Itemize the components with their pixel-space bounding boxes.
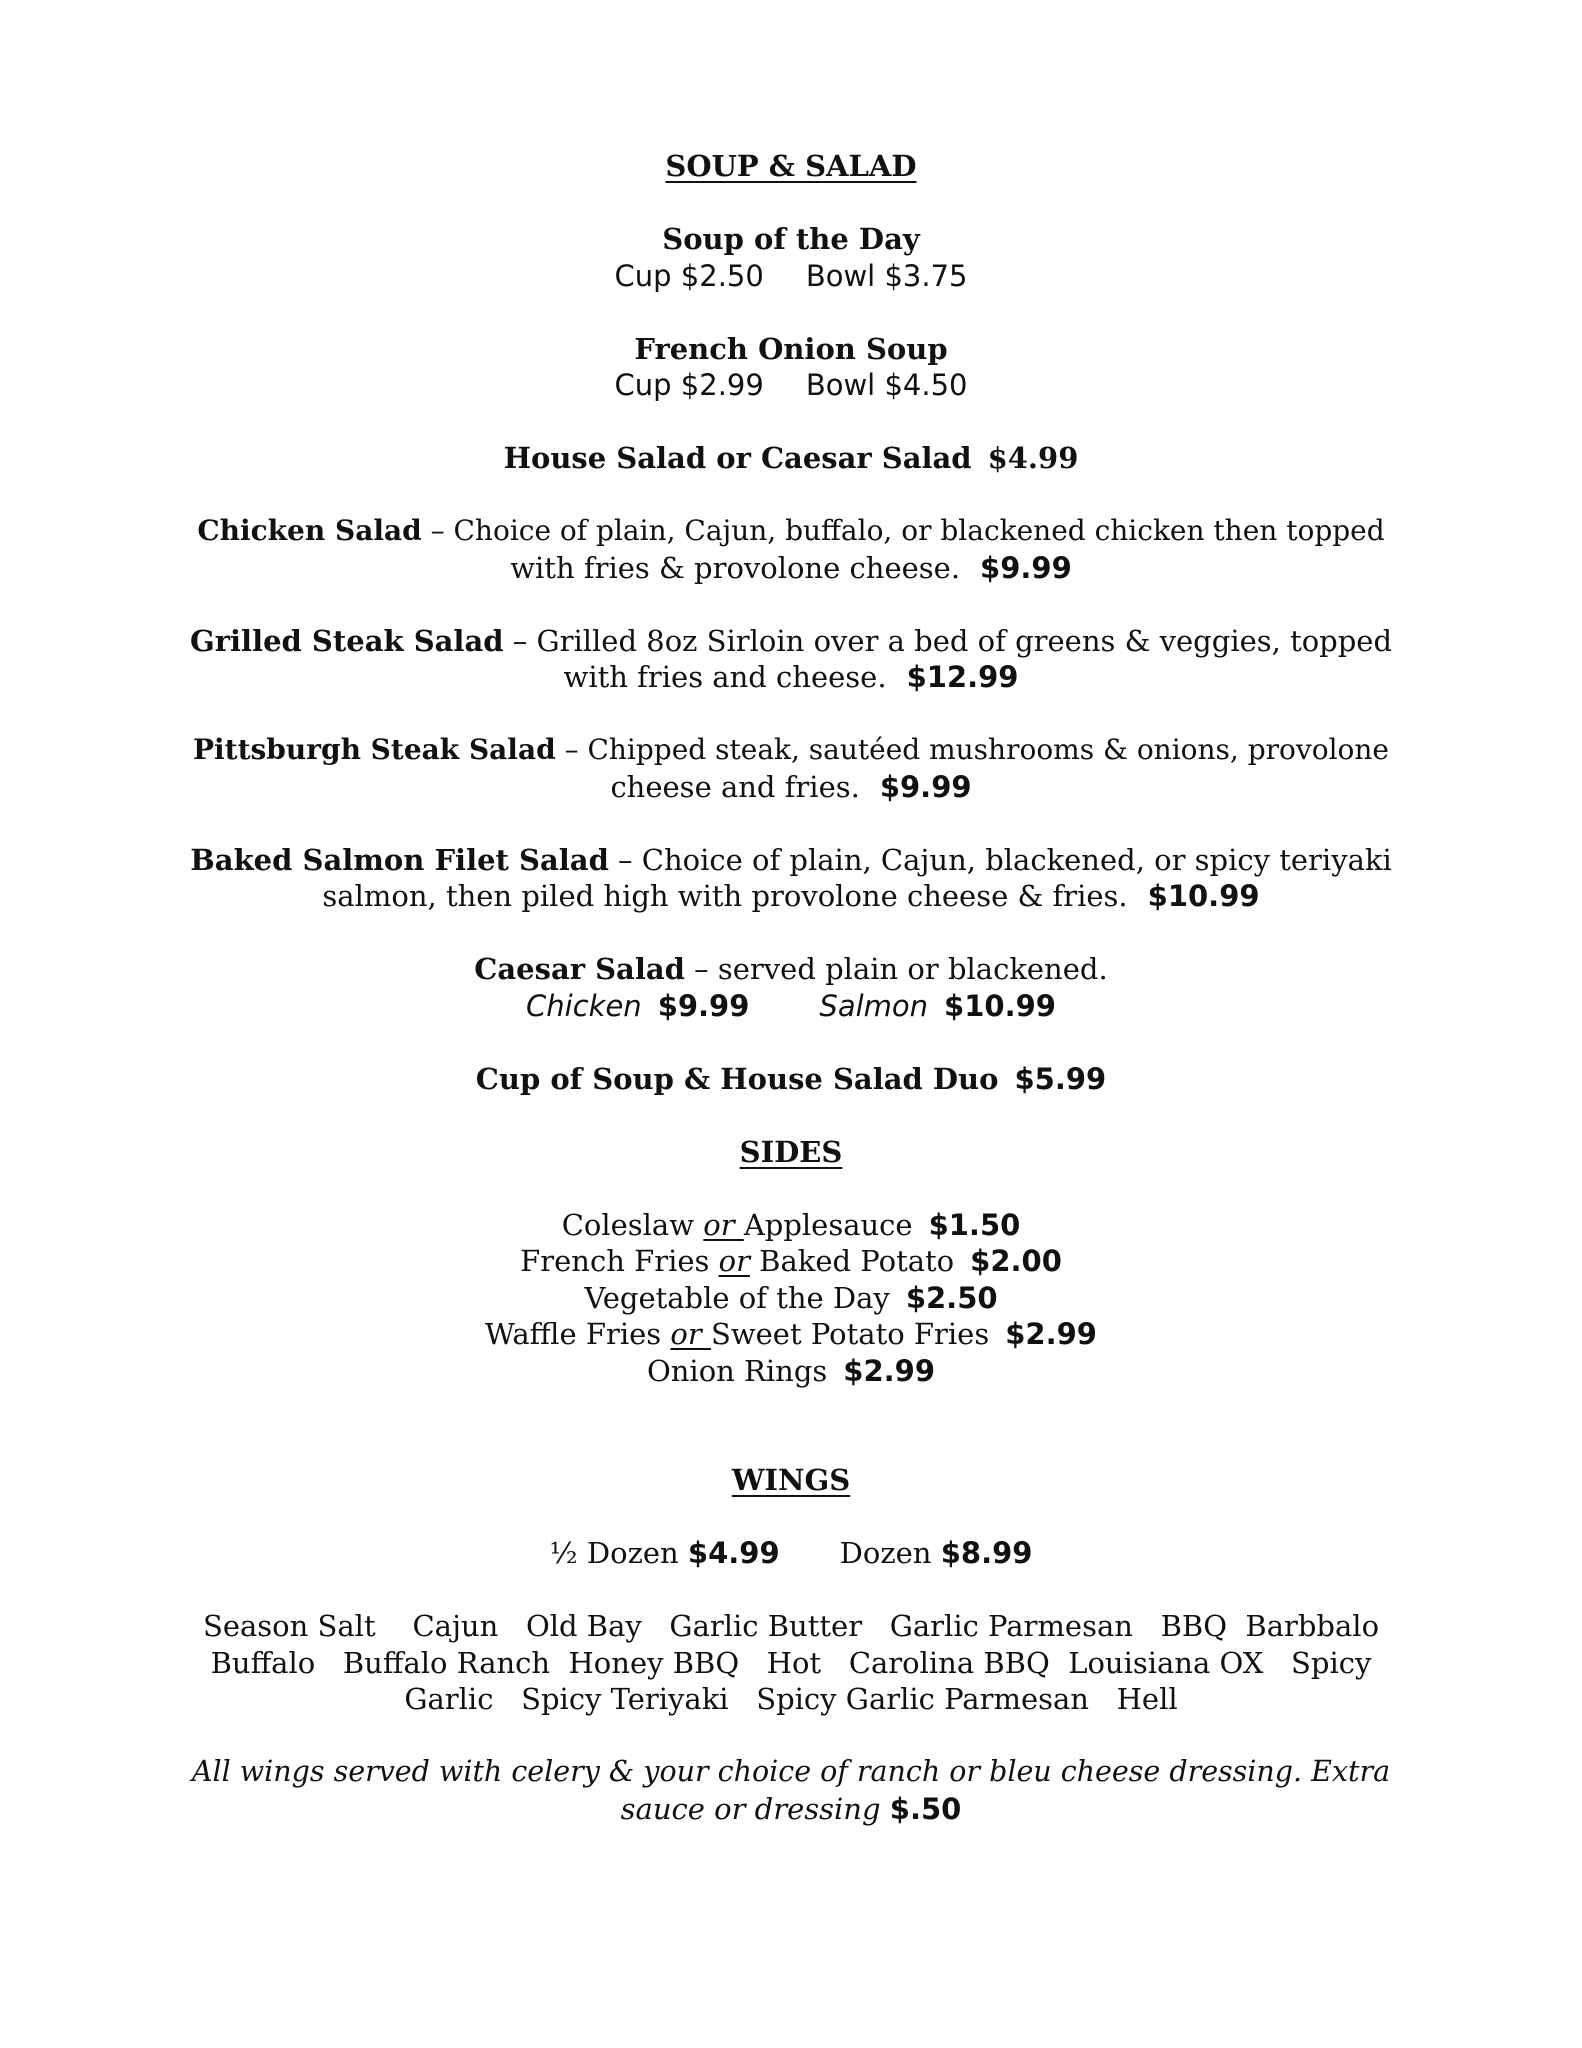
baked-salmon-salad-price: $10.99 [1147,879,1260,913]
or-text: or [670,1317,711,1351]
chicken-salad-price: $9.99 [980,550,1072,585]
pittsburgh-steak-salad-desc-2: cheese and fries. [610,769,860,804]
sides-heading: SIDES [739,1134,843,1169]
caesar-salad-name: Caesar Salad [474,952,685,986]
baked-salmon-salad-desc-1: – Choice of plain, Cajun, blackened, or spicy teriyaki [608,842,1392,877]
or-text: or [718,1244,750,1278]
french-onion-prices [190,367,1392,404]
caesar-salad-options [190,988,1392,1025]
soup-of-day-name: Soup of the Day [662,222,920,256]
caesar-salad-desc: – served plain or blackened. [684,952,1108,986]
caesar-chicken-label: Chicken [526,988,642,1023]
wings-half-label: ½ Dozen [549,1536,679,1570]
soup-of-day-bowl: Bowl $3.75 [805,258,968,293]
house-caesar-price: $4.99 [987,441,1079,475]
side-item: Coleslaw or Applesauce $1.50 [561,1207,1021,1242]
side-item: Vegetable of the Day $2.50 [584,1280,998,1315]
caesar-salad-item [190,951,1392,988]
caesar-salmon-price: $10.99 [944,988,1056,1023]
french-onion-cup: Cup $2.99 [614,368,764,402]
house-caesar-name: House Salad or Caesar Salad [503,441,972,475]
soup-of-day-prices [190,258,1392,295]
soup-of-day-cup: Cup $2.50 [614,258,764,293]
side-price: $1.50 [928,1207,1021,1242]
caesar-chicken-price: $9.99 [657,988,750,1023]
baked-salmon-salad-item [190,842,1392,879]
side-item: French Fries or Baked Potato $2.00 [520,1244,1062,1278]
wings-note-line-1: All wings served with celery & your choice of ranch or bleu cheese dressing. Extra [191,1755,1391,1788]
grilled-steak-salad-name: Grilled Steak Salad [190,623,504,658]
wings-note-text: sauce or dressing [620,1791,881,1826]
wing-flavors-line-1: Season Salt Cajun Old Bay Garlic Butter Garlic Parmesan BBQ Barbbalo [202,1609,1380,1643]
wings-half-price: $4.99 [687,1536,780,1570]
chicken-salad-name: Chicken Salad [197,514,422,547]
baked-salmon-salad-name: Baked Salmon Filet Salad [190,842,609,877]
wings-extra-price: $.50 [889,1791,962,1826]
caesar-salmon-label: Salmon [819,988,929,1023]
pittsburgh-steak-salad-name: Pittsburgh Steak Salad [192,733,556,766]
french-onion-name: French Onion Soup [634,331,948,366]
chicken-salad-desc-1: – Choice of plain, Cajun, buffalo, or blackened chicken then topped [421,514,1385,547]
grilled-steak-salad-desc-2: with fries and cheese. [563,660,887,694]
soup-salad-heading: SOUP & SALAD [665,149,917,183]
side-price: $2.99 [1005,1317,1097,1351]
side-price: $2.99 [843,1353,936,1388]
or-text: or [703,1207,744,1242]
baked-salmon-salad-desc-2: salmon, then piled high with provolone cheese & fries. [322,879,1128,913]
duo-item [190,1061,1392,1098]
grilled-steak-salad-item [190,623,1392,660]
chicken-salad-desc-2: with fries & provolone cheese. [510,550,961,585]
wing-flavors-line-3: Garlic Spicy Teriyaki Spicy Garlic Parmesan Hell [404,1682,1178,1716]
wing-flavors-line-2: Buffalo Buffalo Ranch Honey BBQ Hot Carolina BBQ Louisiana OX Spicy [210,1645,1372,1680]
wings-dozen-label: Dozen [839,1536,932,1570]
pittsburgh-steak-salad-price: $9.99 [879,769,972,804]
chicken-salad-item [190,513,1392,550]
wings-heading: WINGS [731,1463,851,1497]
side-item: Waffle Fries or Sweet Potato Fries $2.99 [485,1317,1097,1351]
wings-note-line-2 [190,1791,1392,1828]
grilled-steak-salad-price: $12.99 [906,660,1019,694]
side-price: $2.50 [905,1280,998,1315]
wings-dozen-price: $8.99 [940,1536,1033,1570]
french-onion-bowl: Bowl $4.50 [805,368,968,402]
wings-prices [190,1535,1392,1572]
duo-price: $5.99 [1014,1061,1107,1096]
house-caesar-item [190,440,1392,477]
pittsburgh-steak-salad-desc-1: – Chipped steak, sautéed mushrooms & onions, provolone [555,733,1389,766]
duo-name: Cup of Soup & House Salad Duo [475,1061,999,1096]
grilled-steak-salad-desc-1: – Grilled 8oz Sirloin over a bed of greens & veggies, topped [503,623,1393,658]
pittsburgh-steak-salad-item [190,732,1392,769]
menu-page [190,148,1392,1827]
side-item: Onion Rings $2.99 [646,1353,936,1388]
side-price: $2.00 [970,1244,1062,1278]
